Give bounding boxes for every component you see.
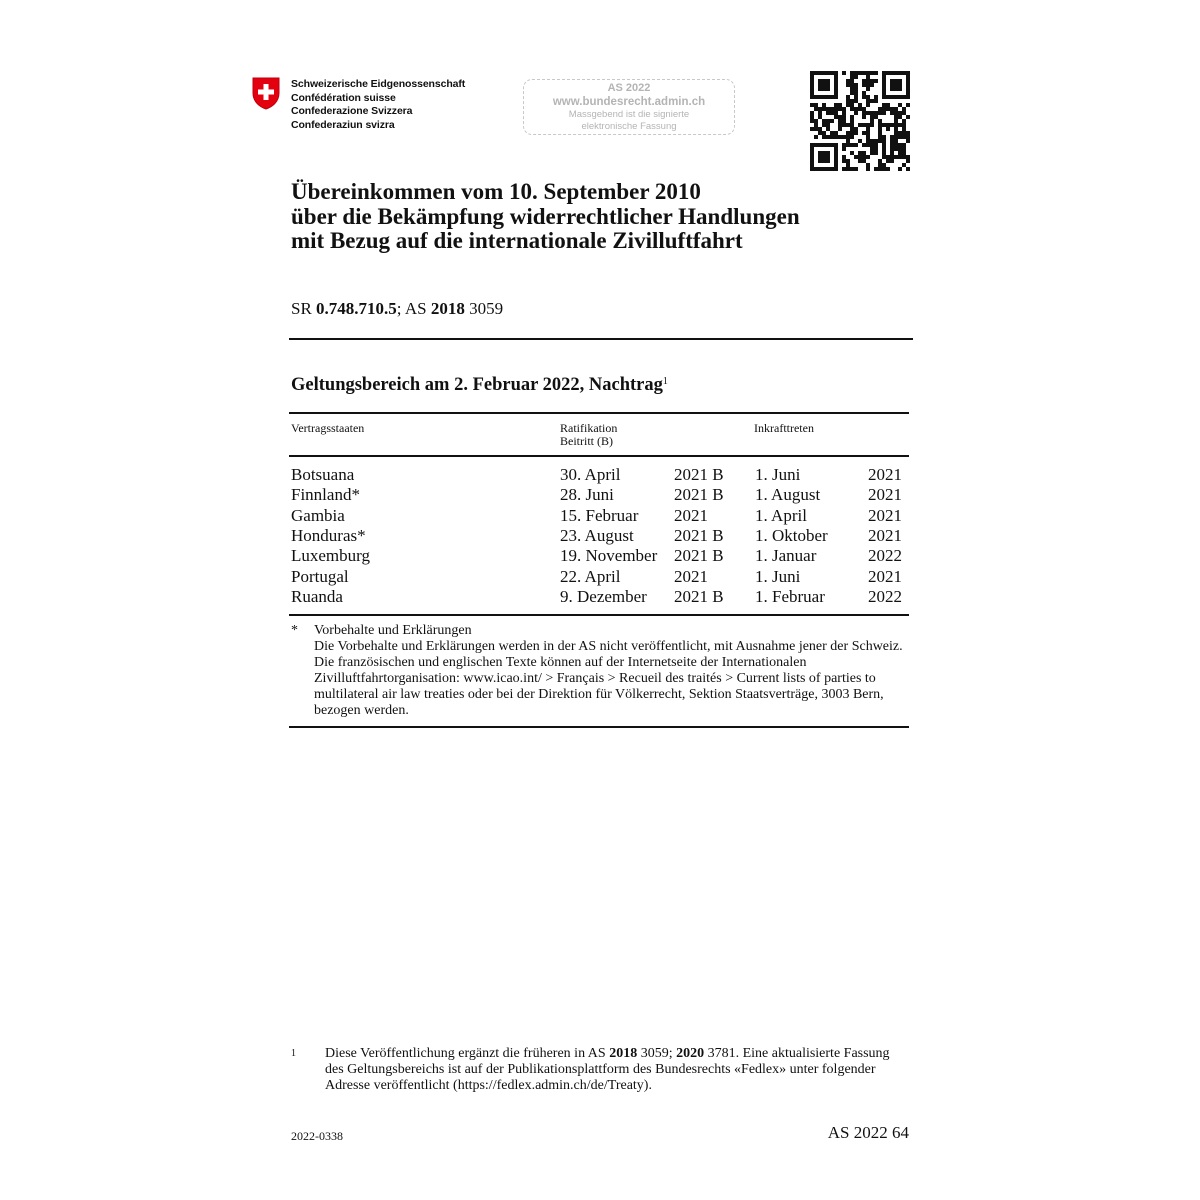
table-row [0,506,1200,526]
table-row [0,485,1200,505]
cell-entry-year: 2021 [868,465,902,484]
cell-ratification-date: 30. April [560,465,621,484]
cell-state: Ruanda [291,586,343,606]
table-row [0,587,1200,607]
table-row [0,546,1200,566]
stamp-line-1: AS 2022 [607,82,651,94]
cell-state: Gambia [291,505,345,525]
stamp-line-4: elektronische Fassung [581,120,677,132]
cell-entry-date: 1. Juni [755,465,801,484]
reference-separator: ; AS [396,299,431,318]
cell-entry-date: 1. Februar [755,586,825,606]
document-title [291,180,800,254]
cell-entry-year: 2022 [868,546,902,566]
document-id: 2022-0338 [291,1129,343,1143]
column-header-entry-into-force: Inkrafttreten [754,421,814,435]
cell-entry-year: 2022 [868,586,902,606]
swiss-coat-of-arms-icon [252,77,280,110]
footnote-year-2: 2020 [676,1046,705,1061]
confederation-rm: Confederaziun svizra [291,118,395,131]
note-title: Vorbehalte und Erklärungen [314,623,472,638]
table-rule-top [289,412,909,414]
title-line-3: mit Bezug auf die internationale Zivilluftfahrt [291,228,743,253]
note-body: Die Vorbehalte und Erklärungen werden in der AS nicht veröffentlicht, mit Ausnahme jener der Schweiz. Die französischen und englischen Texte können auf der Internetseite der Internationalen Zivilluftfahrtorganisation: www.icao.int/ > Français > Recueil des traités > Current lists of parties to multilateral air law treaties oder bei der Direktion für Völkerrecht, Sektion Staatsverträge, 3003 Bern, bezogen werden. [314,639,903,718]
note-marker: * [291,623,298,638]
confederation-de: Schweizerische Eidgenossenschaft [291,78,466,90]
cell-state: Botsuana [291,465,355,484]
title-line-1: Übereinkommen vom 10. September 2010 [291,179,701,204]
column-header-ratification [560,422,617,448]
cell-entry-year: 2021 [868,525,902,545]
cell-entry-date: 1. April [755,505,807,525]
as-year: 2018 [430,299,465,318]
cell-entry-year: 2021 [868,505,902,525]
table-rule-bottom [289,614,909,616]
cell-ratification-date: 28. Juni [560,485,614,505]
stamp-line-2: www.bundesrecht.admin.ch [552,96,706,108]
cell-ratification-year: 2021 [674,505,708,525]
footnote-part-3: 3781. Eine aktualisierte Fassung des Geltungsbereichs ist auf der Publikationsplattform des Bundesrechts «Fedlex» unter folgender Adresse veröffentlicht (https://fedlex.admin.ch/de/Treaty). [325,1046,890,1093]
reference-line [291,299,503,319]
sr-number: 0.748.710.5 [316,299,397,318]
ratification-label: Ratifikation [560,421,618,435]
table-row [0,526,1200,546]
footnote-part-1: Diese Veröffentlichung ergänzt die früheren in AS [325,1046,610,1061]
cell-ratification-date: 9. Dezember [560,586,647,606]
footnote-number: 1 [291,1048,296,1059]
cell-ratification-year: 2021 B [674,485,724,505]
confederation-names [291,78,465,132]
accession-label: Beitritt (B) [560,434,613,448]
title-line-2: über die Bekämpfung widerrechtlicher Handlungen [291,203,800,229]
divider-top [289,338,913,340]
cell-ratification-date: 22. April [560,566,621,586]
footnote-part-2: 3059; [637,1046,677,1061]
table-row [0,567,1200,587]
sr-prefix: SR [291,299,317,318]
cell-entry-date: 1. Juni [755,566,801,586]
footnote-text [325,1046,905,1094]
cell-state: Honduras* [291,525,366,545]
cell-ratification-date: 19. November [560,546,658,566]
cell-state: Finnland* [291,485,360,505]
official-stamp [523,79,735,135]
cell-ratification-year: 2021 B [674,546,724,566]
cell-state: Portugal [291,566,349,586]
cell-ratification-date: 23. August [560,525,634,545]
cell-state: Luxemburg [291,546,371,566]
cell-ratification-year: 2021 B [674,525,724,545]
table-rule-header [289,455,909,457]
column-header-states: Vertragsstaaten [291,421,365,435]
cell-ratification-date: 15. Februar [560,505,639,525]
cell-entry-year: 2021 [868,566,902,586]
cell-ratification-year: 2021 B [674,465,724,484]
cell-ratification-year: 2021 B [674,586,724,606]
qr-code-icon [810,71,910,171]
scope-heading-text: Geltungsbereich am 2. Februar 2022, Nachtrag [291,375,663,395]
stamp-line-3: Massgebend ist die signierte [568,109,690,120]
confederation-fr: Confédération suisse [291,91,396,104]
scope-heading [291,375,668,396]
cell-entry-date: 1. August [755,485,821,505]
cell-ratification-year: 2021 [674,566,708,586]
confederation-it: Confederazione Svizzera [291,105,413,117]
footnote-year-1: 2018 [609,1046,638,1061]
cell-entry-date: 1. Januar [755,546,817,566]
table-row [0,465,1200,485]
cell-entry-date: 1. Oktober [755,525,828,545]
divider-bottom [289,726,909,728]
as-page: 3059 [464,299,504,318]
footnote-marker: 1 [662,376,668,387]
page-reference: AS 2022 64 [827,1123,909,1142]
cell-entry-year: 2021 [868,485,902,505]
